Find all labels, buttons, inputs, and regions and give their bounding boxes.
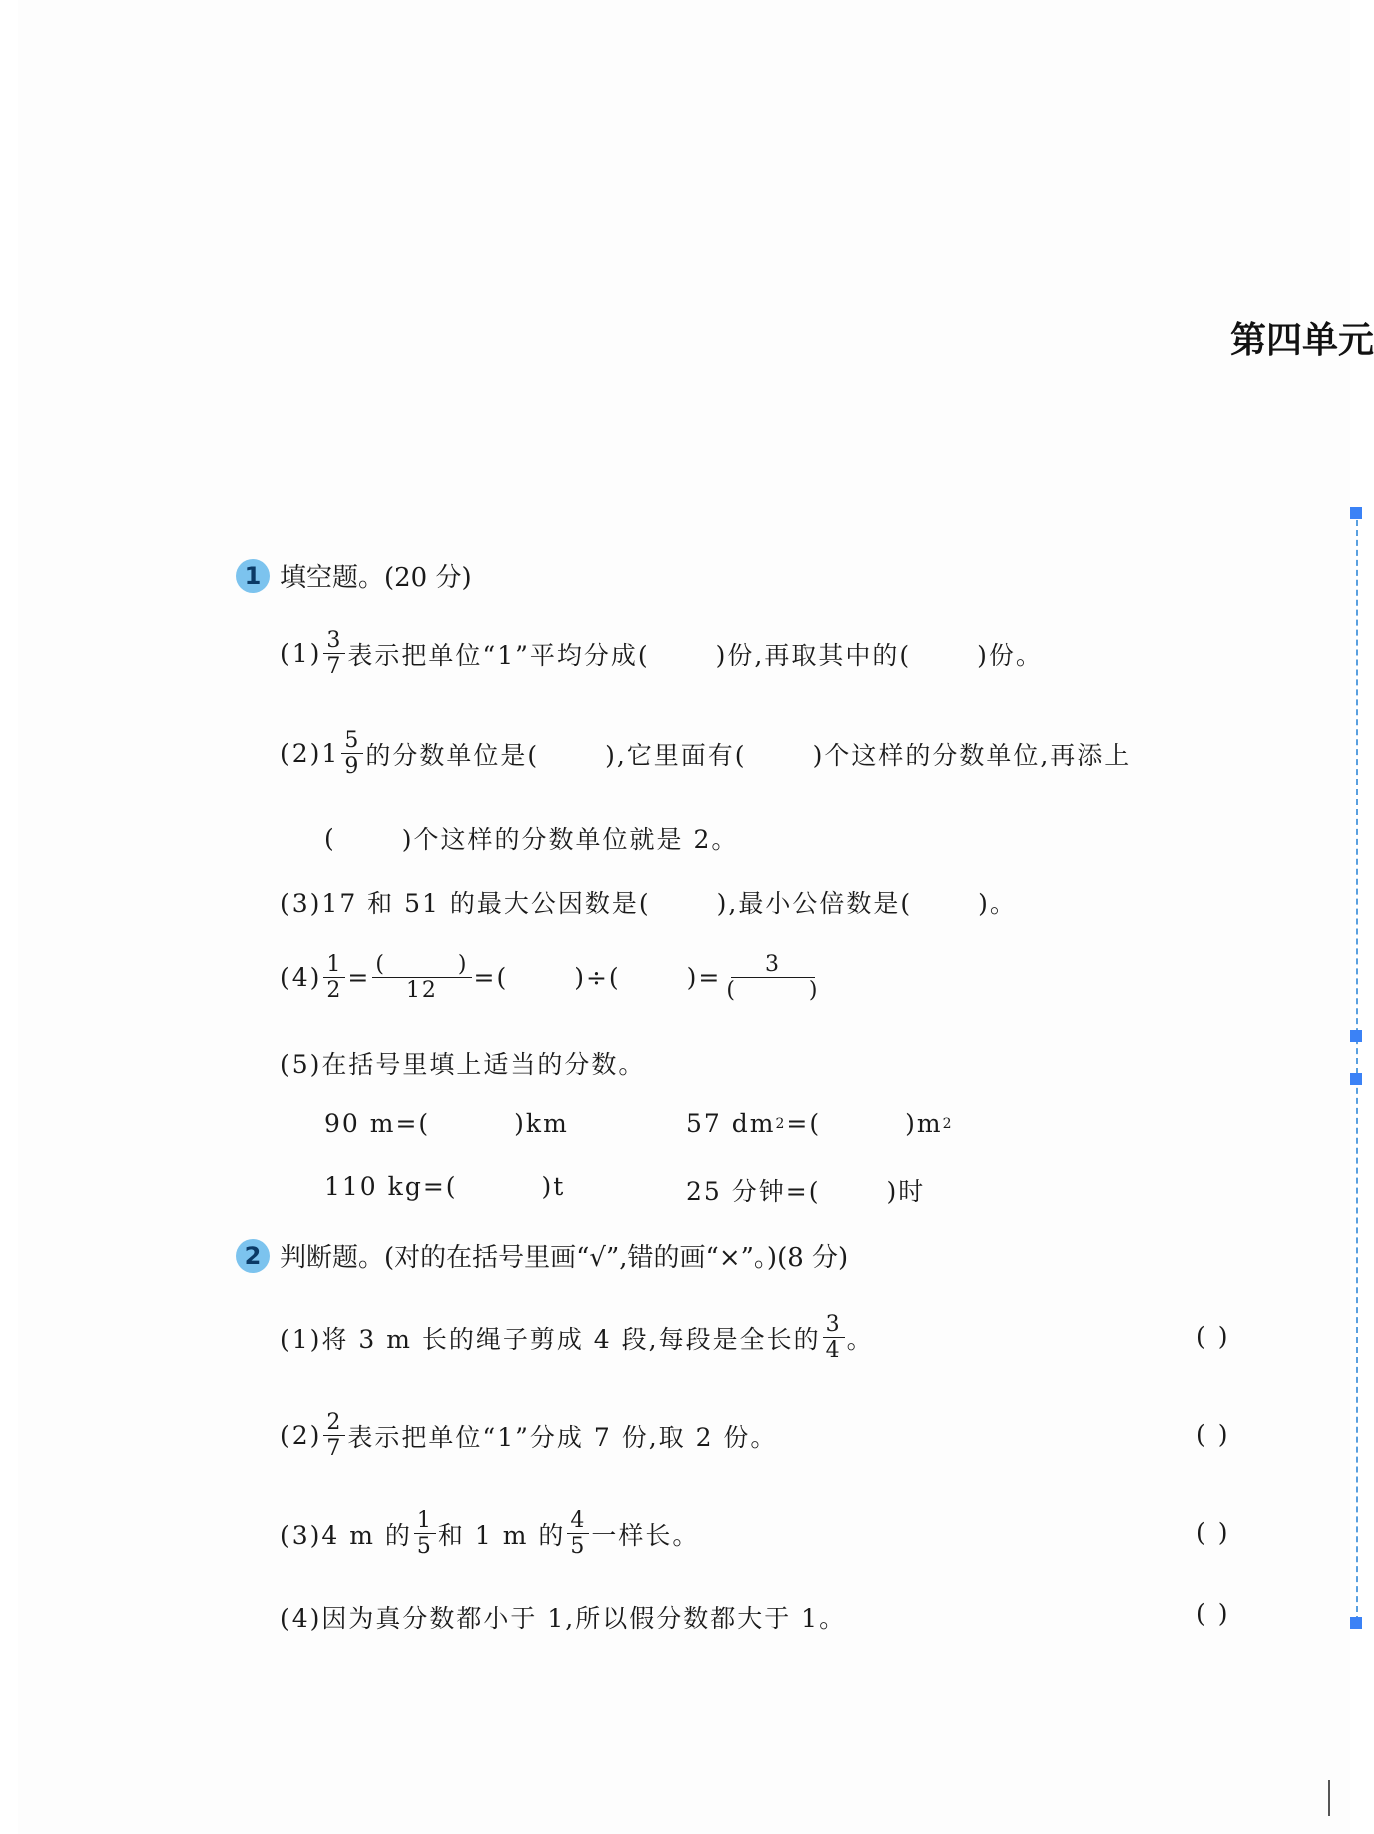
fraction	[323, 952, 345, 1004]
numerator: 1	[323, 952, 345, 978]
question-text: 和 1 m 的	[437, 1520, 566, 1550]
question-text: )=	[686, 963, 722, 993]
section-number-badge: 1	[236, 559, 270, 593]
question-1-5	[280, 1045, 645, 1081]
question-1-2	[280, 728, 1131, 780]
question-text: 90 m=(	[324, 1109, 431, 1138]
question-text: ),最小公倍数是(	[716, 889, 913, 918]
denominator: 7	[326, 1436, 343, 1462]
question-label: (1)	[280, 639, 322, 669]
fraction	[414, 1508, 436, 1560]
denominator-blank[interactable]: ( )	[726, 978, 820, 1004]
question-text: )份。	[977, 640, 1043, 670]
question-2-2	[280, 1410, 777, 1462]
question-text: )时	[886, 1177, 926, 1206]
cut-marker-bottom	[1350, 1617, 1362, 1629]
section-1-heading	[236, 557, 472, 594]
denominator: 4	[825, 1338, 842, 1364]
fraction	[723, 952, 822, 1004]
section-title: 填空题。(20 分)	[280, 563, 472, 593]
question-text: (4)因为真分数都小于 1,所以假分数都大于 1。	[280, 1604, 847, 1633]
question-text: )km	[514, 1109, 569, 1138]
question-text: =(	[786, 1109, 822, 1138]
question-1-3	[280, 884, 1017, 920]
question-1-5-row-2a	[324, 1172, 565, 1201]
question-2-4	[280, 1599, 846, 1635]
cut-line	[1356, 520, 1358, 1622]
question-text: )m	[905, 1109, 943, 1138]
judge-answer-bracket[interactable]: ( )	[1196, 1420, 1230, 1449]
margin-rule	[1328, 1780, 1330, 1816]
question-label: (4)	[280, 963, 322, 993]
denominator: 9	[344, 754, 361, 780]
denominator: 12	[405, 978, 438, 1004]
question-1-2-continued	[324, 820, 738, 856]
equals-sign: =	[347, 963, 371, 993]
question-text: 。	[846, 1324, 874, 1354]
fraction	[323, 628, 345, 680]
question-text: 的分数单位是(	[365, 740, 540, 770]
question-text: 25 分钟=(	[686, 1177, 821, 1206]
cut-marker-mid1	[1350, 1030, 1362, 1042]
question-text: 一样长。	[591, 1520, 700, 1550]
question-text: 57 dm	[686, 1109, 776, 1138]
numerator: 1	[414, 1508, 436, 1534]
numerator: 4	[567, 1508, 589, 1534]
fraction	[372, 952, 471, 1004]
numerator: 3	[323, 628, 345, 654]
question-text: 表示把单位“1”分成 7 份,取 2 份。	[347, 1422, 778, 1452]
question-text: (5)在括号里填上适当的分数。	[280, 1050, 646, 1079]
question-text: (	[324, 823, 336, 853]
question-1-5-row-1a	[324, 1109, 569, 1138]
question-label: (2)1	[280, 739, 340, 769]
question-2-3	[280, 1508, 699, 1560]
numerator: 5	[341, 728, 363, 754]
numerator: 3	[823, 1312, 845, 1338]
fraction	[323, 1410, 345, 1462]
denominator: 5	[416, 1534, 433, 1560]
question-text: 110 kg=(	[324, 1172, 458, 1201]
unit-title: 第四单元	[1230, 320, 1374, 361]
question-1-1	[280, 628, 1043, 680]
denominator: 2	[326, 978, 343, 1004]
denominator: 5	[570, 1534, 587, 1560]
question-text: 表示把单位“1”平均分成(	[347, 640, 650, 670]
section-title: 判断题。(对的在括号里画“√”,错的画“×”。)(8 分)	[280, 1243, 849, 1273]
cut-marker-mid2	[1350, 1073, 1362, 1085]
question-2-1	[280, 1312, 874, 1364]
judge-answer-bracket[interactable]: ( )	[1196, 1322, 1230, 1351]
fraction	[341, 728, 363, 780]
question-label: (2)	[280, 1421, 322, 1451]
question-text: )÷(	[574, 963, 621, 993]
question-1-5-row-2b	[686, 1172, 925, 1208]
worksheet-page	[18, 0, 1374, 1834]
numerator: 2	[323, 1410, 345, 1436]
cut-marker-top	[1350, 507, 1362, 519]
judge-answer-bracket[interactable]: ( )	[1196, 1518, 1230, 1547]
question-text: )份,再取其中的(	[715, 640, 912, 670]
superscript: 2	[942, 1115, 954, 1132]
fraction	[823, 1312, 845, 1364]
question-text: (3)17 和 51 的最大公因数是(	[280, 889, 651, 918]
question-text: ),它里面有(	[605, 740, 747, 770]
section-number-badge: 2	[236, 1239, 270, 1273]
denominator: 7	[326, 654, 343, 680]
judge-answer-bracket[interactable]: ( )	[1196, 1599, 1230, 1628]
question-text: =(	[473, 963, 509, 993]
section-2-heading	[236, 1237, 848, 1274]
question-text: )个这样的分数单位就是 2。	[401, 825, 739, 854]
question-text: (3)4 m 的	[280, 1520, 412, 1550]
superscript: 2	[775, 1115, 787, 1132]
question-1-5-row-1b	[686, 1109, 953, 1138]
question-text: )。	[978, 889, 1017, 918]
question-1-4	[280, 952, 825, 1004]
numerator-blank[interactable]: ( )	[372, 952, 471, 978]
question-text: )个这样的分数单位,再添上	[812, 740, 1132, 770]
question-text: (1)将 3 m 长的绳子剪成 4 段,每段是全长的	[280, 1324, 821, 1354]
question-text: )t	[541, 1172, 566, 1201]
fraction	[567, 1508, 589, 1560]
numerator: 3	[731, 952, 815, 978]
